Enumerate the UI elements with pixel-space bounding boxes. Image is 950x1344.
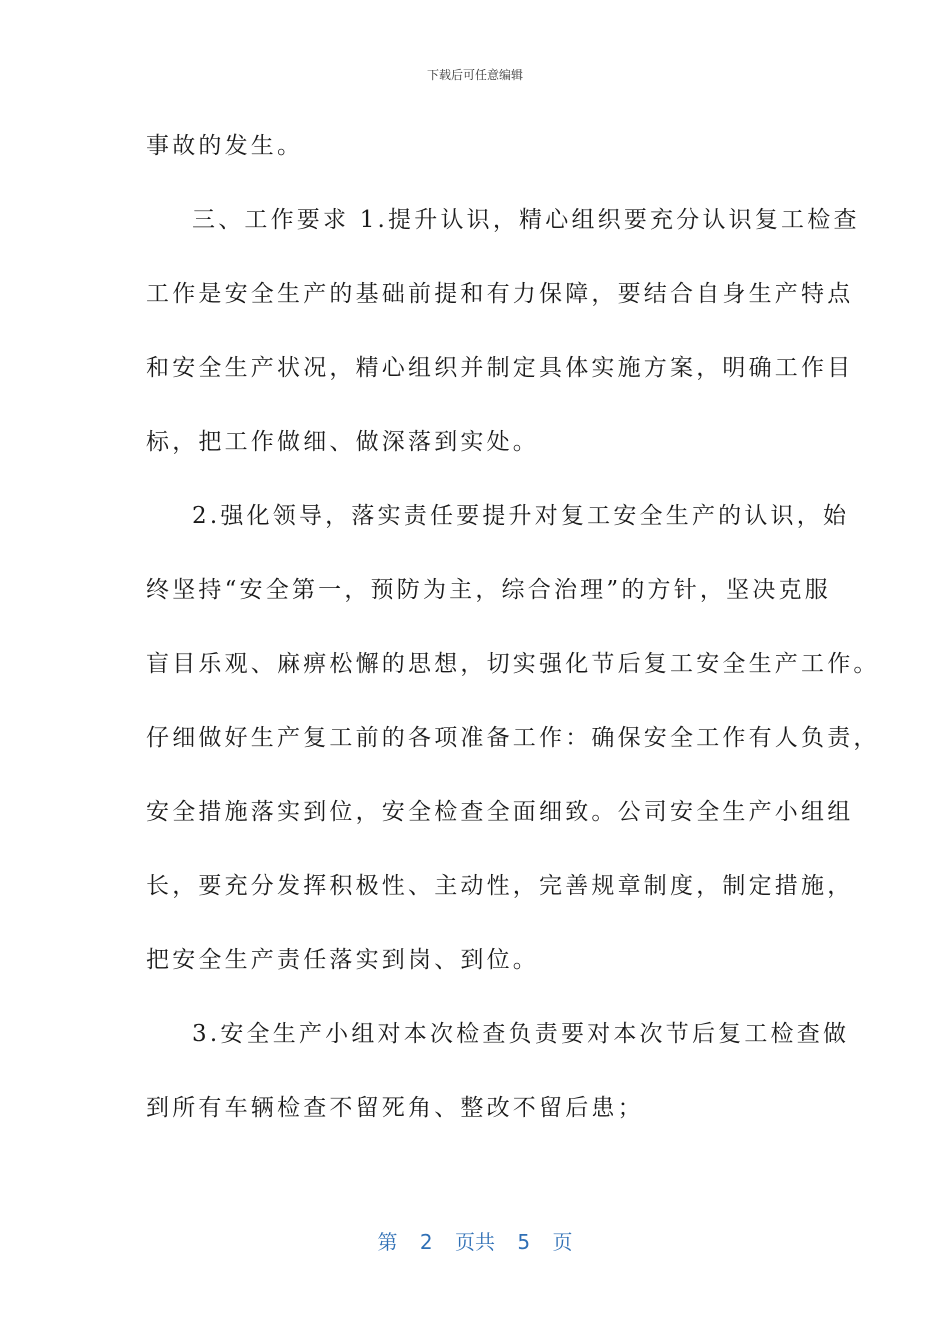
- text-line-10: 安全措施落实到位，安全检查全面细致。公司安全生产小组组: [146, 799, 854, 825]
- footer-total-pages: 5: [517, 1230, 531, 1254]
- text-line-2: 三、工作要求 1.提升认识，精心组织要充分认识复工检查: [192, 207, 860, 233]
- text-line-6: 2.强化领导，落实责任要提升对复工安全生产的认识，始: [192, 503, 850, 529]
- text-line-8: 盲目乐观、麻痹松懈的思想，切实强化节后复工安全生产工作。: [146, 651, 880, 677]
- text-line-11: 长，要充分发挥积极性、主动性，完善规章制度，制定措施，: [146, 873, 854, 899]
- text-line-1: 事故的发生。: [146, 133, 304, 159]
- text-line-9: 仔细做好生产复工前的各项准备工作：确保安全工作有人负责，: [146, 725, 880, 751]
- text-line-12: 把安全生产责任落实到岗、到位。: [146, 947, 539, 973]
- footer-prefix: 第: [377, 1230, 398, 1254]
- footer-current-page: 2: [419, 1230, 433, 1254]
- text-line-13: 3.安全生产小组对本次检查负责要对本次节后复工检查做: [192, 1021, 850, 1047]
- text-line-7: 终坚持“安全第一，预防为主，综合治理”的方针，坚决克服: [146, 577, 831, 603]
- text-line-14: 到所有车辆检查不留死角、整改不留后患；: [146, 1095, 644, 1121]
- page-footer: [0, 1226, 950, 1255]
- footer-middle: 页共: [455, 1230, 495, 1254]
- text-line-3: 工作是安全生产的基础前提和有力保障，要结合自身生产特点: [146, 281, 854, 307]
- footer-suffix: 页: [552, 1230, 573, 1254]
- text-line-4: 和安全生产状况，精心组织并制定具体实施方案，明确工作目: [146, 355, 854, 381]
- header-note: 下载后可任意编辑: [426, 68, 523, 82]
- body-text: [146, 128, 880, 1164]
- text-line-5: 标，把工作做细、做深落到实处。: [146, 429, 539, 455]
